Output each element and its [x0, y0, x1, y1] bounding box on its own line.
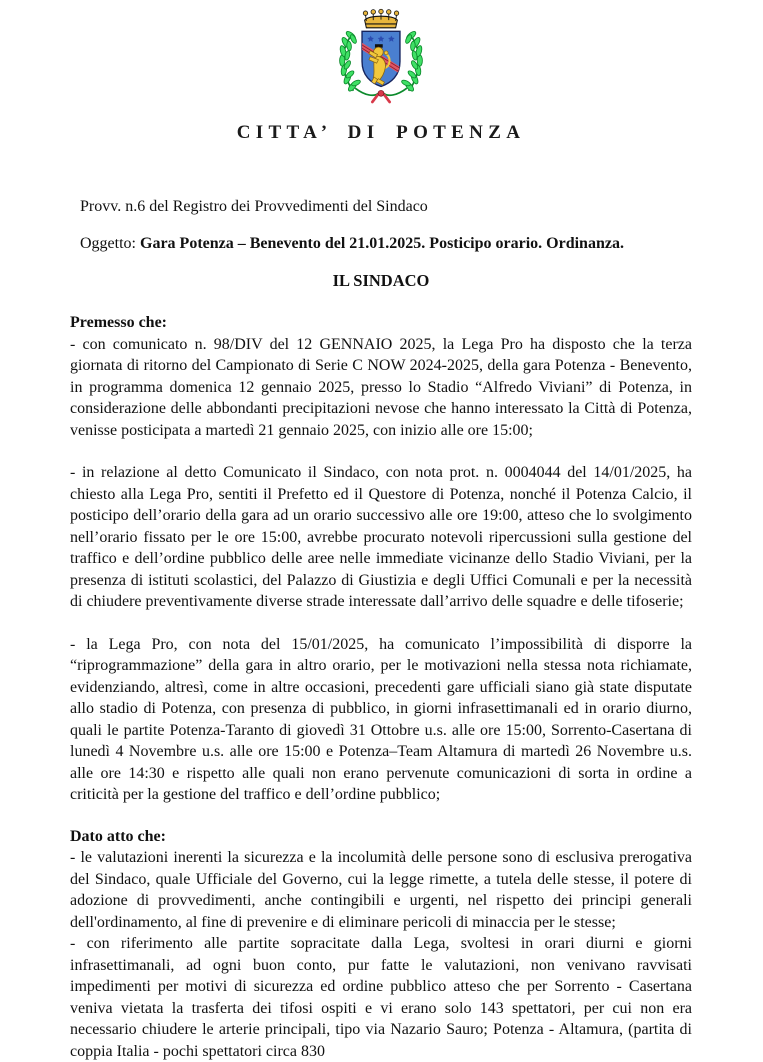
- shield: [357, 31, 406, 86]
- subject-label: Oggetto:: [80, 235, 140, 252]
- paragraph: - in relazione al detto Comunicato il Sindaco, con nota prot. n. 0004044 del 14/01/2025, ha chiesto alla Lega Pro, sentiti il Prefetto ed il Questore di Potenza, nonché il Potenza Calcio, il posticipo dell’orario della gara ad un orario successivo alle ore 19:00, atteso che lo svolgimento nell’orario fissato per le ore 15:00, avrebbe procurato notevoli ripercussioni sulla gestione del traffico e dell’ordine pubblico delle aree nelle immediate vicinanze dello Stadio Viviani, per la presenza di istituti scolastici, del Palazzo di Giustizia e degli Uffici Comunali e per la necessità di chiudere preventivamente diverse strade interessate dall’arrivo delle squadre e delle tifoserie;: [70, 462, 692, 613]
- subject-value: Gara Potenza – Benevento del 21.01.2025. Posticipo orario. Ordinanza.: [140, 235, 624, 252]
- potenza-coat-of-arms-icon: [326, 8, 436, 108]
- coat-of-arms: [70, 8, 692, 110]
- laurel-wreath-right: [401, 30, 423, 92]
- section-dato-atto: [70, 826, 692, 1062]
- laurel-wreath-left: [339, 30, 361, 92]
- paragraph: - le valutazioni inerenti la sicurezza e la incolumità delle persone sono di esclusiva prerogativa del Sindaco, quale Ufficiale del Governo, cui la legge rimette, a tutela delle stesse, il potere di adozione di provvedimenti, anche contingibili e urgenti, nel rispetto dei principi generali dell'ordinamento, al fine di prevenire e di eliminare pericoli di minaccia per le stesse;: [70, 847, 692, 933]
- ribbon-icon: [355, 88, 407, 102]
- paragraph: - con comunicato n. 98/DIV del 12 GENNAIO 2025, la Lega Pro ha disposto che la terza giornata di ritorno del Campionato di Serie C NOW 2024-2025, della gara Potenza - Benevento, in programma domenica 12 gennaio 2025, presso lo Stadio “Alfredo Viviani” di Potenza, in considerazione delle abbondanti precipitazioni nevose che hanno interessato la Città di Potenza, venisse posticipata a martedì 21 gennaio 2025, con inizio alle ore 15:00;: [70, 334, 692, 442]
- document-body: [70, 312, 692, 1062]
- paragraph: - con riferimento alle partite sopracitate dalla Lega, svoltesi in orari diurni e giorni infrasettimanali, ad ogni buon conto, pur fatte le valutazioni, non venivano ravvisati impedimenti per motivi di sicurezza ed ordine pubblico atteso che per Sorrento - Casertana veniva vietata la trasferta dei tifosi ospiti e vi erano solo 143 spettatori, per cui non era necessario chiudere le arterie principali, tipo via Nazario Sauro; Potenza - Altamura, (partita di coppia Italia - pochi spettatori circa 830: [70, 933, 692, 1062]
- section-premesso: [70, 312, 692, 806]
- crown-icon: [363, 9, 399, 28]
- city-title: CITTA’ DI POTENZA: [70, 122, 692, 144]
- paragraph: - la Lega Pro, con nota del 15/01/2025, ha comunicato l’impossibilità di disporre la “riprogrammazione” della gara in altro orario, per le motivazioni nella stessa nota richiamate, evidenziando, altresì, come in altre occasioni, precedenti gare ufficiali siano già state disputate allo stadio di Potenza, con presenza di pubblico, in giorni infrasettimanali ed in orario diurno, quali le partite Potenza-Taranto di giovedì 31 Ottobre u.s. alle ore 15:00, Sorrento-Casertana di lunedì 4 Novembre u.s. alle ore 15:00 e Potenza–Team Altamura di martedì 26 Novembre u.s. alle ore 14:30 e rispetto alle quali non erano pervenute comunicazioni di sorta in ordine a criticità per la gestione del traffico e dell’ordine pubblico;: [70, 634, 692, 806]
- section-heading: Premesso che:: [70, 312, 692, 334]
- document-meta: [80, 196, 692, 254]
- subject-line: [80, 233, 692, 254]
- provv-number-line: Provv. n.6 del Registro dei Provvedimenti del Sindaco: [80, 196, 692, 217]
- sindaco-heading: IL SINDACO: [70, 271, 692, 291]
- section-heading: Dato atto che:: [70, 826, 692, 848]
